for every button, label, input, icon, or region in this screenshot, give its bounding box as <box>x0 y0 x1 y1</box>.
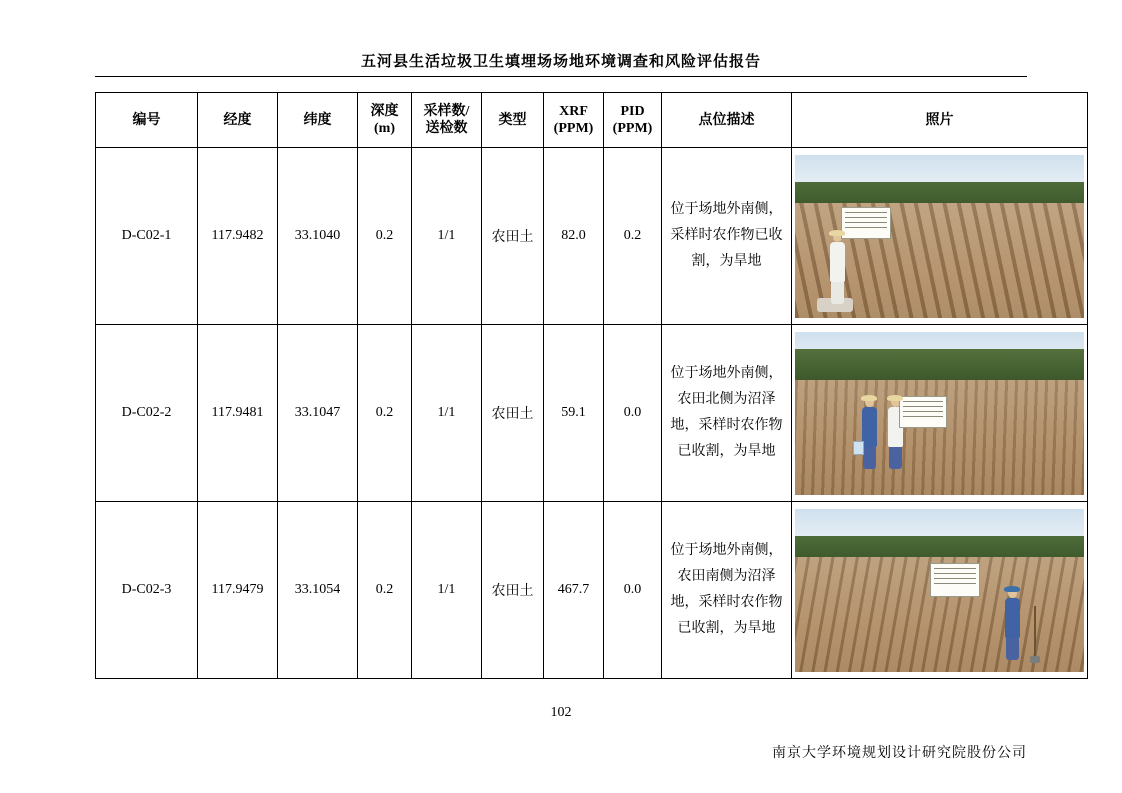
column-header-sample-count-line1: 采样数/ <box>423 104 470 119</box>
cell-latitude: 33.1040 <box>278 148 358 325</box>
photo-sign-line <box>934 583 976 584</box>
photo-sign-line <box>845 217 887 218</box>
photo-treeline <box>795 182 1084 205</box>
cell-pid: 0.0 <box>604 325 662 502</box>
column-header-longitude: 经度 <box>198 93 278 148</box>
photo-worker-hat <box>829 230 845 236</box>
photo-worker <box>861 395 877 469</box>
cell-type: 农田土 <box>482 502 544 679</box>
cell-longitude: 117.9482 <box>198 148 278 325</box>
column-header-depth-line2: (m) <box>374 121 395 136</box>
column-header-type: 类型 <box>482 93 544 148</box>
photo-worker <box>1004 586 1020 660</box>
column-header-depth <box>358 93 412 148</box>
photo-worker-legs <box>831 282 844 304</box>
column-header-pid <box>604 93 662 148</box>
column-header-photo: 照片 <box>792 93 1088 148</box>
cell-id: D-C02-3 <box>96 502 198 679</box>
cell-depth: 0.2 <box>358 502 412 679</box>
photo-shovel-blade <box>1030 656 1040 663</box>
column-header-id: 编号 <box>96 93 198 148</box>
photo-worker-legs <box>863 447 876 469</box>
cell-pid: 0.0 <box>604 502 662 679</box>
column-header-latitude: 纬度 <box>278 93 358 148</box>
column-header-xrf-line2: (PPM) <box>553 121 594 136</box>
photo-sign-line <box>934 573 976 574</box>
cell-depth: 0.2 <box>358 148 412 325</box>
cell-longitude: 117.9479 <box>198 502 278 679</box>
header-title: 五河县生活垃圾卫生填埋场场地环境调查和风险评估报告 <box>360 54 761 70</box>
table-row <box>96 502 1088 679</box>
photo-sign-line <box>845 222 887 223</box>
photo-worker-legs <box>889 447 902 469</box>
cell-photo <box>792 325 1088 502</box>
cell-description: 位于场地外南侧，农田南侧为沼泽地，采样时农作物已收割，为旱地 <box>662 502 792 679</box>
sampling-point-table-wrapper <box>95 92 1027 679</box>
cell-xrf: 82.0 <box>544 148 604 325</box>
column-header-sample-count <box>412 93 482 148</box>
photo-sign-board <box>930 563 980 597</box>
cell-description: 位于场地外南侧，农田北侧为沼泽地，采样时农作物已收割，为旱地 <box>662 325 792 502</box>
photo-worker-legs <box>1006 638 1019 660</box>
photo-worker-hat <box>887 395 903 401</box>
cell-id: D-C02-2 <box>96 325 198 502</box>
column-header-pid-line2: (PPM) <box>612 121 653 136</box>
column-header-pid-line1: PID <box>620 104 645 119</box>
photo-sign-line <box>934 568 976 569</box>
photo-sign-line <box>845 212 887 213</box>
cell-type: 农田土 <box>482 148 544 325</box>
cell-photo <box>792 148 1088 325</box>
cell-type: 农田土 <box>482 325 544 502</box>
photo-sign-board <box>899 396 947 428</box>
footer-organization: 南京大学环境规划设计研究院股份公司 <box>772 746 1027 761</box>
cell-longitude: 117.9481 <box>198 325 278 502</box>
photo-sign-line <box>934 578 976 579</box>
cell-photo <box>792 502 1088 679</box>
photo-sign-line <box>845 227 887 228</box>
cell-depth: 0.2 <box>358 325 412 502</box>
photo-shovel <box>1034 606 1036 658</box>
cell-xrf: 467.7 <box>544 502 604 679</box>
cell-id: D-C02-1 <box>96 148 198 325</box>
cell-latitude: 33.1047 <box>278 325 358 502</box>
photo-worker-body <box>1005 598 1020 638</box>
site-photo <box>795 509 1084 672</box>
photo-sign-line <box>903 411 943 412</box>
photo-treeline <box>795 536 1084 559</box>
cell-pid: 0.2 <box>604 148 662 325</box>
cell-latitude: 33.1054 <box>278 502 358 679</box>
sampling-point-table <box>95 92 1088 679</box>
table-row <box>96 325 1088 502</box>
column-header-xrf <box>544 93 604 148</box>
site-photo <box>795 332 1084 495</box>
photo-worker-hat <box>1004 586 1020 592</box>
photo-worker-body <box>830 242 845 282</box>
table-row <box>96 148 1088 325</box>
cell-xrf: 59.1 <box>544 325 604 502</box>
photo-sign-board <box>841 207 891 239</box>
photo-sample-bag <box>853 441 864 455</box>
cell-sample-count: 1/1 <box>412 148 482 325</box>
photo-sign-line <box>903 401 943 402</box>
column-header-xrf-line1: XRF <box>559 104 588 119</box>
cell-sample-count: 1/1 <box>412 502 482 679</box>
page-number: 102 <box>550 705 572 720</box>
cell-description: 位于场地外南侧，采样时农作物已收割，为旱地 <box>662 148 792 325</box>
photo-worker-hat <box>861 395 877 401</box>
table-header-row <box>96 93 1088 148</box>
photo-sign-line <box>903 406 943 407</box>
site-photo <box>795 155 1084 318</box>
column-header-depth-line1: 深度 <box>370 104 399 119</box>
column-header-sample-count-line2: 送检数 <box>425 121 468 136</box>
photo-sign-line <box>903 416 943 417</box>
page-header <box>95 52 1027 77</box>
cell-sample-count: 1/1 <box>412 325 482 502</box>
column-header-description: 点位描述 <box>662 93 792 148</box>
header-divider <box>95 76 1027 77</box>
photo-worker <box>829 230 845 304</box>
